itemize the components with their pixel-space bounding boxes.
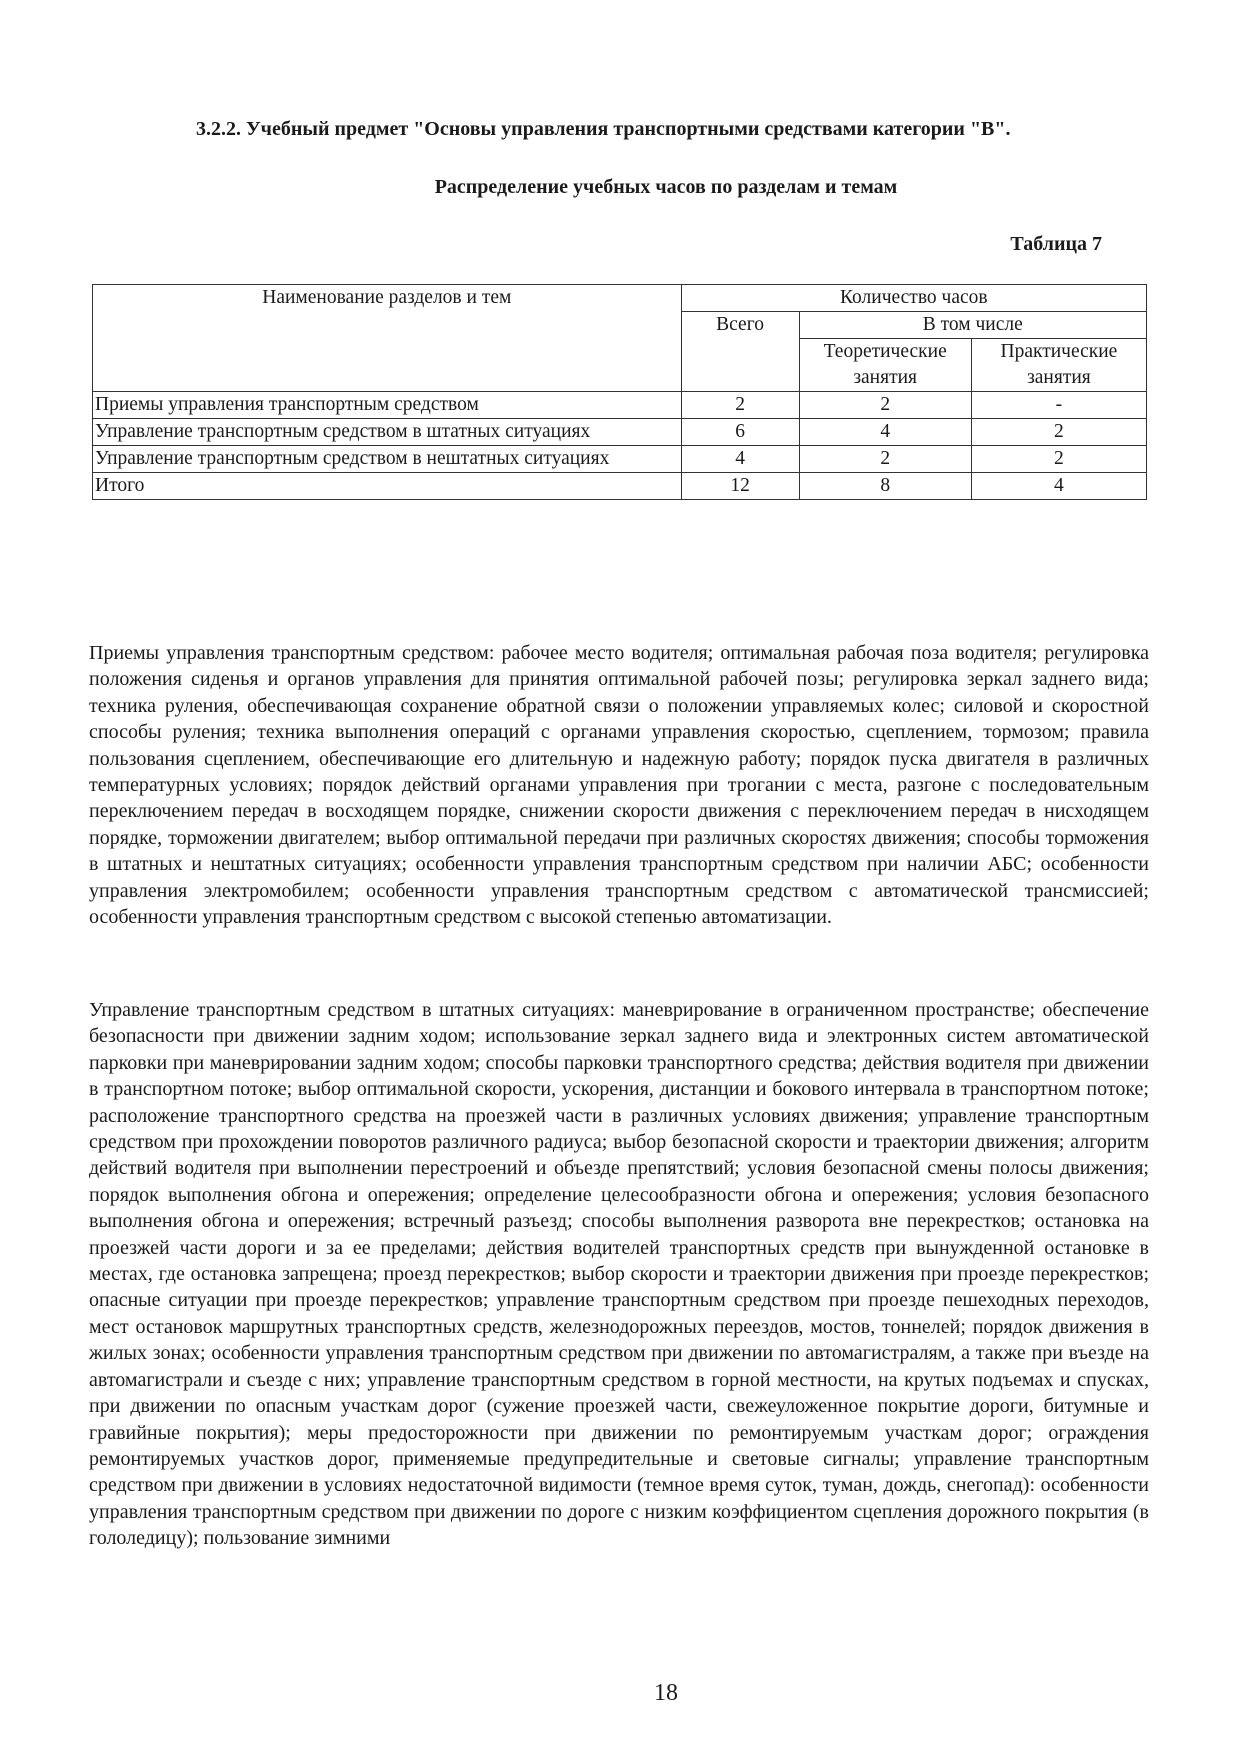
row-practice: 4 xyxy=(971,473,1146,500)
row-total: 6 xyxy=(681,419,799,446)
row-practice: - xyxy=(971,392,1146,419)
table-row xyxy=(93,419,1147,446)
header-total: Всего xyxy=(681,312,799,392)
row-name: Приемы управления транспортным средством xyxy=(93,392,682,419)
row-total: 4 xyxy=(681,446,799,473)
section-heading: 3.2.2. Учебный предмет "Основы управления транспортными средствами категории "B". xyxy=(196,118,1011,140)
row-practice: 2 xyxy=(971,446,1146,473)
row-total: 2 xyxy=(681,392,799,419)
row-total: 12 xyxy=(681,473,799,500)
subheading: Распределение учебных часов по разделам и темам xyxy=(434,176,898,198)
table-row xyxy=(93,446,1147,473)
paragraph-normal-situations: Управление транспортным средством в штатных ситуациях: маневрирование в ограниченном пространстве; обеспечение безопасности при движении задним ходом; использование зеркал заднего вида и электронных систем автоматической парковки при маневрировании задним ходом; способы парковки транспортного средства; действия водителя при движении в транспортном потоке; выбор оптимальной скорости, ускорения, дистанции и бокового интервала в транспортном потоке; расположение транспортного средства на проезжей части в различных условиях движения; управление транспортным средством при прохождении поворотов различного радиуса; выбор безопасной скорости и траектории движения; алгоритм действий водителя при выполнении перестроений и объезде препятствий; условия безопасной смены полосы движения; порядок выполнения обгона и опережения; определение целесообразности обгона и опережения; условия безопасного выполнения обгона и опережения; встречный разъезд; способы выполнения разворота вне перекрестков; остановка на проезжей части дороги и за ее пределами; действия водителей транспортных средств при вынужденной остановке в местах, где остановка запрещена; проезд перекрестков; выбор скорости и траектории движения при проезде перекрестков; опасные ситуации при проезде перекрестков; управление транспортным средством при проезде пешеходных переходов, мест остановок маршрутных транспортных средств, железнодорожных переездов, мостов, тоннелей; порядок движения в жилых зонах; особенности управления транспортным средством при движении по автомагистралям, а также при въезде на автомагистрали и съезде с них; управление транспортным средством в горной местности, на крутых подъемах и спусках, при движении по опасным участкам дорог (сужение проезжей части, свежеуложенное покрытие дороги, битумные и гравийные покрытия); меры предосторожности при движении по ремонтируемым участкам дорог; ограждения ремонтируемых участков дорог, применяемые предупредительные и световые сигналы; управление транспортным средством при движении в условиях недостаточной видимости (темное время суток, туман, дождь, снегопад): особенности управления транспортным средством при движении по дороге с низким коэффициентом сцепления дорожного покрытия (в гололедицу); пользование зимними xyxy=(89,999,1149,1550)
page-number: 18 xyxy=(654,1680,678,1706)
header-theory: Теоретические занятия xyxy=(799,339,971,392)
row-theory: 2 xyxy=(799,392,971,419)
hours-table xyxy=(92,284,1147,500)
table-total-row xyxy=(93,473,1147,500)
row-theory: 2 xyxy=(799,446,971,473)
table-header-row xyxy=(93,285,1147,312)
header-hours: Количество часов xyxy=(681,285,1146,312)
row-name: Итого xyxy=(93,473,682,500)
table-row xyxy=(93,392,1147,419)
row-practice: 2 xyxy=(971,419,1146,446)
row-name: Управление транспортным средством в штатных ситуациях xyxy=(93,419,682,446)
row-theory: 8 xyxy=(799,473,971,500)
row-theory: 4 xyxy=(799,419,971,446)
table-label: Таблица 7 xyxy=(1010,233,1102,255)
header-practice: Практические занятия xyxy=(971,339,1146,392)
header-including: В том числе xyxy=(799,312,1146,339)
paragraph-techniques: Приемы управления транспортным средством: рабочее место водителя; оптимальная рабочая поза водителя; регулировка положения сиденья и органов управления для принятия оптимальной рабочей позы; регулировка зеркал заднего вида; техника руления, обеспечивающая сохранение обратной связи о положении управляемых колес; силовой и скоростной способы руления; техника выполнения операций с органами управления скоростью, сцеплением, тормозом; правила пользования сцеплением, обеспечивающие его длительную и надежную работу; порядок пуска двигателя в различных температурных условиях; порядок действий органами управления при трогании с места, разгоне с последовательным переключением передач в восходящем порядке, снижении скорости движения с переключением передач в нисходящем порядке, торможении двигателем; выбор оптимальной передачи при различных скоростях движения; способы торможения в штатных и нештатных ситуациях; особенности управления транспортным средством при наличии АБС; особенности управления электромобилем; особенности управления транспортным средством с автоматической трансмиссией; особенности управления транспортным средством с высокой степенью автоматизации. xyxy=(89,642,1149,929)
row-name: Управление транспортным средством в нештатных ситуациях xyxy=(93,446,682,473)
header-name: Наименование разделов и тем xyxy=(93,285,682,392)
